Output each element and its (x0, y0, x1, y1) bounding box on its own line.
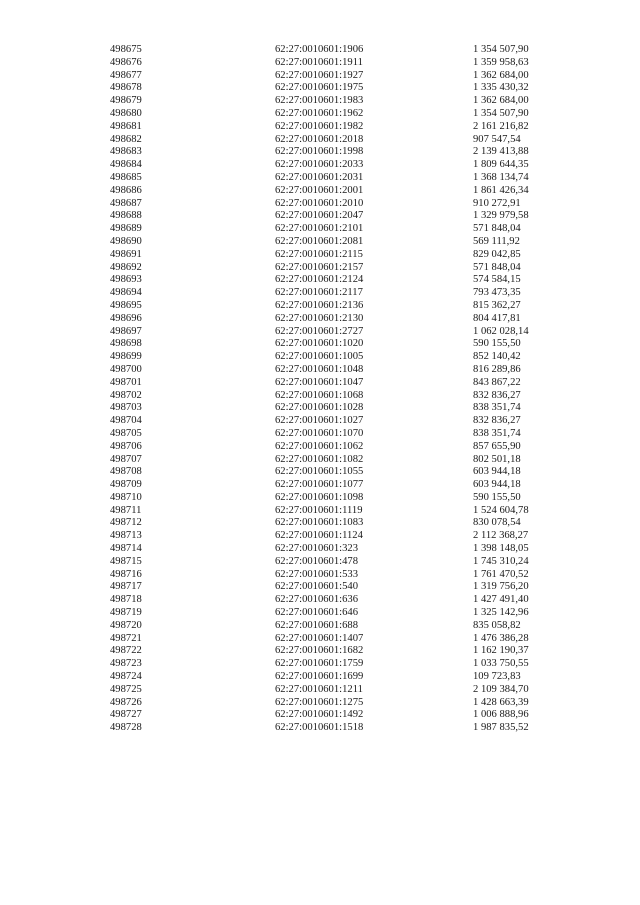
record-number: 498681 (110, 120, 142, 132)
table-row (110, 185, 563, 198)
record-number: 498675 (110, 44, 142, 55)
record-number: 498689 (110, 223, 142, 235)
cadastral-number: 62:27:0010601:636 (275, 594, 358, 606)
cadastral-value: 571 848,04 (473, 223, 521, 235)
cadastral-number: 62:27:0010601:1699 (275, 671, 364, 683)
table-row (110, 466, 563, 479)
cadastral-value: 1 319 756,20 (473, 581, 529, 593)
cadastral-number: 62:27:0010601:1982 (275, 120, 364, 132)
cadastral-number: 62:27:0010601:1682 (275, 645, 364, 657)
cadastral-number: 62:27:0010601:2157 (275, 261, 364, 273)
cadastral-number: 62:27:0010601:1998 (275, 146, 364, 158)
cadastral-value: 802 501,18 (473, 453, 521, 465)
cadastral-value: 109 723,83 (473, 671, 521, 683)
cadastral-number: 62:27:0010601:1082 (275, 453, 364, 465)
cadastral-number: 62:27:0010601:2115 (275, 248, 363, 260)
record-number: 498682 (110, 133, 142, 145)
cadastral-number: 62:27:0010601:1759 (275, 658, 364, 670)
record-number: 498700 (110, 363, 142, 375)
table-row (110, 402, 563, 415)
cadastral-number: 62:27:0010601:2033 (275, 159, 364, 171)
record-number: 498697 (110, 325, 142, 337)
registry-rows (110, 44, 563, 735)
cadastral-value: 1 033 750,55 (473, 658, 529, 670)
cadastral-value: 2 161 216,82 (473, 120, 529, 132)
cadastral-number: 62:27:0010601:1027 (275, 415, 364, 427)
table-row (110, 645, 563, 658)
record-number: 498692 (110, 261, 142, 273)
record-number: 498709 (110, 479, 142, 491)
cadastral-number: 62:27:0010601:1070 (275, 427, 364, 439)
cadastral-number: 62:27:0010601:2117 (275, 287, 363, 299)
cadastral-value: 1 861 426,34 (473, 184, 529, 196)
cadastral-value: 857 655,90 (473, 440, 521, 452)
table-row (110, 722, 563, 735)
cadastral-number: 62:27:0010601:2031 (275, 171, 364, 183)
table-row (110, 57, 563, 70)
table-row (110, 594, 563, 607)
table-row (110, 262, 563, 275)
record-number: 498721 (110, 632, 142, 644)
cadastral-number: 62:27:0010601:1068 (275, 389, 364, 401)
cadastral-number: 62:27:0010601:1492 (275, 709, 364, 721)
record-number: 498694 (110, 287, 142, 299)
cadastral-value: 1 359 958,63 (473, 56, 529, 68)
cadastral-value: 1 062 028,14 (473, 325, 529, 337)
cadastral-value: 843 867,22 (473, 376, 521, 388)
record-number: 498678 (110, 82, 142, 94)
table-row (110, 441, 563, 454)
table-row (110, 620, 563, 633)
record-number: 498708 (110, 466, 142, 478)
cadastral-number: 62:27:0010601:1906 (275, 44, 364, 55)
record-number: 498702 (110, 389, 142, 401)
cadastral-value: 1 987 835,52 (473, 722, 529, 734)
cadastral-number: 62:27:0010601:1048 (275, 363, 364, 375)
cadastral-value: 590 155,50 (473, 338, 521, 350)
table-row (110, 223, 563, 236)
table-row (110, 684, 563, 697)
cadastral-value: 838 351,74 (473, 402, 521, 414)
record-number: 498685 (110, 171, 142, 183)
cadastral-value: 793 473,35 (473, 287, 521, 299)
table-row (110, 172, 563, 185)
cadastral-number: 62:27:0010601:1911 (275, 56, 363, 68)
cadastral-number: 62:27:0010601:1020 (275, 338, 364, 350)
cadastral-number: 62:27:0010601:2136 (275, 299, 364, 311)
table-row (110, 146, 563, 159)
cadastral-number: 62:27:0010601:2124 (275, 274, 364, 286)
cadastral-number: 62:27:0010601:2018 (275, 133, 364, 145)
cadastral-value: 832 836,27 (473, 389, 521, 401)
table-row (110, 95, 563, 108)
record-number: 498712 (110, 517, 142, 529)
record-number: 498695 (110, 299, 142, 311)
cadastral-value: 1 761 470,52 (473, 568, 529, 580)
cadastral-number: 62:27:0010601:1005 (275, 351, 364, 363)
record-number: 498727 (110, 709, 142, 721)
table-row (110, 607, 563, 620)
table-row (110, 121, 563, 134)
table-row (110, 108, 563, 121)
cadastral-value: 574 584,15 (473, 274, 521, 286)
table-row (110, 249, 563, 262)
cadastral-number: 62:27:0010601:2010 (275, 197, 364, 209)
cadastral-number: 62:27:0010601:1407 (275, 632, 364, 644)
cadastral-value: 603 944,18 (473, 466, 521, 478)
cadastral-value: 603 944,18 (473, 479, 521, 491)
cadastral-number: 62:27:0010601:1975 (275, 82, 364, 94)
table-row (110, 671, 563, 684)
record-number: 498711 (110, 504, 142, 516)
cadastral-number: 62:27:0010601:1927 (275, 69, 364, 81)
cadastral-number: 62:27:0010601:2727 (275, 325, 364, 337)
cadastral-value: 1 354 507,90 (473, 107, 529, 119)
registry-table (110, 44, 563, 735)
table-row (110, 530, 563, 543)
cadastral-value: 804 417,81 (473, 312, 521, 324)
record-number: 498716 (110, 568, 142, 580)
cadastral-number: 62:27:0010601:2081 (275, 235, 364, 247)
cadastral-value: 2 112 368,27 (473, 530, 529, 542)
table-row (110, 326, 563, 339)
cadastral-value: 1 809 644,35 (473, 159, 529, 171)
table-row (110, 338, 563, 351)
cadastral-value: 1 368 134,74 (473, 171, 529, 183)
record-number: 498723 (110, 658, 142, 670)
cadastral-number: 62:27:0010601:1055 (275, 466, 364, 478)
record-number: 498679 (110, 95, 142, 107)
record-number: 498703 (110, 402, 142, 414)
record-number: 498676 (110, 56, 142, 68)
record-number: 498714 (110, 543, 142, 555)
record-number: 498707 (110, 453, 142, 465)
cadastral-value: 816 289,86 (473, 363, 521, 375)
cadastral-number: 62:27:0010601:533 (275, 568, 358, 580)
cadastral-value: 829 042,85 (473, 248, 521, 260)
cadastral-value: 571 848,04 (473, 261, 521, 273)
cadastral-value: 1 745 310,24 (473, 555, 529, 567)
table-row (110, 300, 563, 313)
table-row (110, 479, 563, 492)
cadastral-value: 2 139 413,88 (473, 146, 529, 158)
record-number: 498688 (110, 210, 142, 222)
table-row (110, 70, 563, 83)
record-number: 498701 (110, 376, 142, 388)
record-number: 498720 (110, 619, 142, 631)
cadastral-value: 838 351,74 (473, 427, 521, 439)
cadastral-value: 590 155,50 (473, 491, 521, 503)
cadastral-number: 62:27:0010601:2130 (275, 312, 364, 324)
table-row (110, 364, 563, 377)
record-number: 498684 (110, 159, 142, 171)
table-row (110, 198, 563, 211)
cadastral-number: 62:27:0010601:1983 (275, 95, 364, 107)
record-number: 498710 (110, 491, 142, 503)
table-row (110, 581, 563, 594)
cadastral-number: 62:27:0010601:1062 (275, 440, 364, 452)
cadastral-value: 832 836,27 (473, 415, 521, 427)
record-number: 498718 (110, 594, 142, 606)
table-row (110, 569, 563, 582)
cadastral-value: 835 058,82 (473, 619, 521, 631)
record-number: 498693 (110, 274, 142, 286)
cadastral-number: 62:27:0010601:646 (275, 607, 358, 619)
table-row (110, 236, 563, 249)
cadastral-value: 1 427 491,40 (473, 594, 529, 606)
cadastral-number: 62:27:0010601:688 (275, 619, 358, 631)
record-number: 498683 (110, 146, 142, 158)
cadastral-value: 1 325 142,96 (473, 607, 529, 619)
record-number: 498724 (110, 671, 142, 683)
cadastral-value: 1 006 888,96 (473, 709, 529, 721)
record-number: 498691 (110, 248, 142, 260)
record-number: 498677 (110, 69, 142, 81)
record-number: 498699 (110, 351, 142, 363)
cadastral-value: 852 140,42 (473, 351, 521, 363)
cadastral-number: 62:27:0010601:540 (275, 581, 358, 593)
cadastral-number: 62:27:0010601:1124 (275, 530, 363, 542)
cadastral-value: 2 109 384,70 (473, 683, 529, 695)
record-number: 498719 (110, 607, 142, 619)
table-row (110, 517, 563, 530)
record-number: 498722 (110, 645, 142, 657)
cadastral-number: 62:27:0010601:1518 (275, 722, 364, 734)
table-row (110, 428, 563, 441)
record-number: 498715 (110, 555, 142, 567)
table-row (110, 377, 563, 390)
table-row (110, 454, 563, 467)
cadastral-value: 815 362,27 (473, 299, 521, 311)
table-row (110, 44, 563, 57)
cadastral-value: 1 354 507,90 (473, 44, 529, 55)
table-row (110, 492, 563, 505)
table-row (110, 287, 563, 300)
cadastral-value: 830 078,54 (473, 517, 521, 529)
record-number: 498726 (110, 696, 142, 708)
record-number: 498725 (110, 683, 142, 695)
cadastral-value: 1 162 190,37 (473, 645, 529, 657)
table-row (110, 709, 563, 722)
cadastral-value: 907 547,54 (473, 133, 521, 145)
table-row (110, 658, 563, 671)
record-number: 498686 (110, 184, 142, 196)
cadastral-number: 62:27:0010601:1083 (275, 517, 364, 529)
record-number: 498687 (110, 197, 142, 209)
record-number: 498713 (110, 530, 142, 542)
cadastral-number: 62:27:0010601:2047 (275, 210, 364, 222)
cadastral-value: 1 335 430,32 (473, 82, 529, 94)
cadastral-value: 1 398 148,05 (473, 543, 529, 555)
cadastral-value: 1 329 979,58 (473, 210, 529, 222)
table-row (110, 633, 563, 646)
record-number: 498706 (110, 440, 142, 452)
cadastral-value: 569 111,92 (473, 235, 520, 247)
cadastral-value: 1 428 663,39 (473, 696, 529, 708)
record-number: 498680 (110, 107, 142, 119)
cadastral-number: 62:27:0010601:1211 (275, 683, 363, 695)
table-row (110, 274, 563, 287)
table-row (110, 505, 563, 518)
record-number: 498698 (110, 338, 142, 350)
cadastral-value: 1 362 684,00 (473, 69, 529, 81)
table-row (110, 351, 563, 364)
cadastral-number: 62:27:0010601:1962 (275, 107, 364, 119)
table-row (110, 543, 563, 556)
table-row (110, 82, 563, 95)
record-number: 498696 (110, 312, 142, 324)
cadastral-number: 62:27:0010601:1098 (275, 491, 364, 503)
record-number: 498728 (110, 722, 142, 734)
record-number: 498704 (110, 415, 142, 427)
cadastral-number: 62:27:0010601:478 (275, 555, 358, 567)
cadastral-value: 910 272,91 (473, 197, 521, 209)
record-number: 498705 (110, 427, 142, 439)
cadastral-value: 1 362 684,00 (473, 95, 529, 107)
cadastral-number: 62:27:0010601:1028 (275, 402, 364, 414)
table-row (110, 210, 563, 223)
table-row (110, 415, 563, 428)
cadastral-value: 1 524 604,78 (473, 504, 529, 516)
cadastral-number: 62:27:0010601:1119 (275, 504, 363, 516)
table-row (110, 134, 563, 147)
table-row (110, 313, 563, 326)
cadastral-number: 62:27:0010601:1047 (275, 376, 364, 388)
table-row (110, 390, 563, 403)
cadastral-value: 1 476 386,28 (473, 632, 529, 644)
cadastral-number: 62:27:0010601:1077 (275, 479, 364, 491)
record-number: 498717 (110, 581, 142, 593)
table-row (110, 159, 563, 172)
cadastral-number: 62:27:0010601:323 (275, 543, 358, 555)
cadastral-number: 62:27:0010601:2101 (275, 223, 364, 235)
cadastral-number: 62:27:0010601:1275 (275, 696, 364, 708)
table-row (110, 697, 563, 710)
cadastral-number: 62:27:0010601:2001 (275, 184, 364, 196)
record-number: 498690 (110, 235, 142, 247)
table-row (110, 556, 563, 569)
